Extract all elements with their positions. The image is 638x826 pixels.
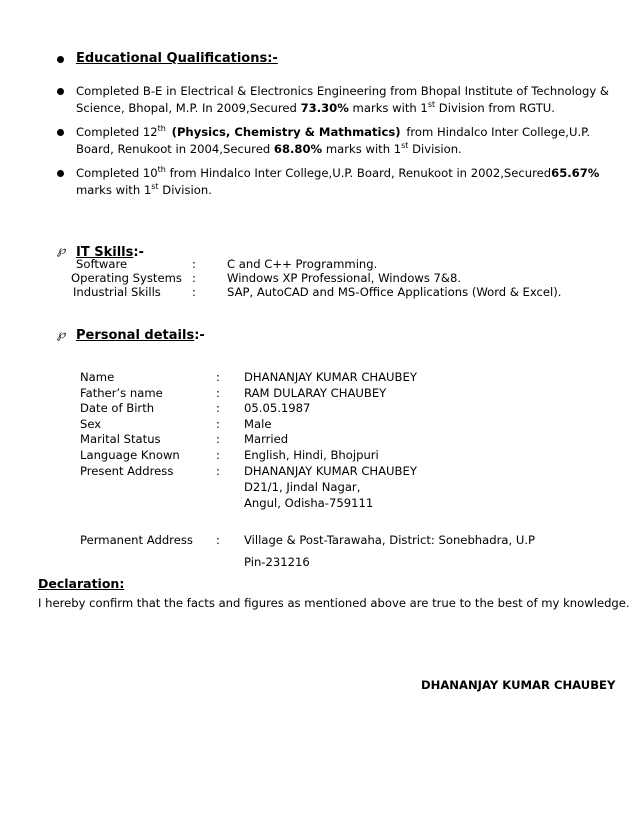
education-item-line: Board, Renukoot in 2004,Secured 68.80% marks with 1st Division.	[76, 141, 462, 156]
it-skills-heading: IT Skills:-	[76, 245, 144, 260]
personal-value: Married	[244, 432, 289, 447]
personal-value: Village & Post-Tarawaha, District: Sonebhadra, U.P	[244, 533, 536, 547]
personal-sep: :	[216, 416, 220, 431]
education-item	[76, 165, 600, 199]
personal-sep: :	[216, 401, 220, 416]
it-skill-value: SAP, AutoCAD and MS-Office Applications (Word & Excel).	[227, 285, 562, 299]
personal-sep: :	[216, 385, 220, 400]
personal-label: Language Known	[80, 448, 180, 462]
education-item-line: marks with 1st Division.	[76, 182, 212, 197]
signature: DHANANJAY KUMAR CHAUBEY	[421, 678, 616, 692]
personal-sep: :	[216, 533, 220, 547]
personal-sep: :	[216, 448, 220, 462]
personal-value: Male	[244, 416, 272, 431]
education-item	[76, 83, 609, 117]
personal-heading: Personal details:-	[76, 328, 205, 343]
personal-sep: :	[216, 370, 220, 384]
script-p-icon: ℘	[57, 243, 66, 257]
personal-label: Father’s name	[80, 385, 163, 400]
education-item	[76, 124, 590, 158]
personal-label: Present Address	[80, 463, 174, 478]
it-skill-value: C and C++ Programming.	[227, 257, 378, 271]
personal-label: Name	[80, 370, 115, 384]
education-item-line: Completed 10th from Hindalco Inter College,U.P. Board, Renukoot in 2002,Secured 65.67%	[76, 165, 600, 180]
it-skill-label: Software	[76, 257, 128, 271]
it-skill-label: Operating Systems	[71, 271, 182, 285]
personal-value: DHANANJAY KUMAR CHAUBEY	[244, 463, 417, 478]
it-skill-label: Industrial Skills	[73, 285, 161, 299]
personal-value: English, Hindi, Bhojpuri	[244, 448, 379, 462]
declaration-text: I hereby confirm that the facts and figures as mentioned above are true to the best of my knowledge.	[38, 596, 630, 610]
personal-value: RAM DULARAY CHAUBEY	[244, 385, 387, 400]
education-item-line: Completed 12th (Physics, Chemistry & Mathmatics) from Hindalco Inter College,U.P.	[76, 124, 590, 139]
address-line: D21/1, Jindal Nagar,	[244, 480, 361, 494]
bullet-dot-icon	[57, 56, 64, 63]
personal-value: DHANANJAY KUMAR CHAUBEY	[244, 370, 417, 384]
personal-sep: :	[216, 463, 220, 478]
personal-sep: :	[216, 432, 220, 447]
it-skill-sep: :	[192, 271, 196, 285]
address-line: Angul, Odisha-759111	[244, 496, 374, 510]
personal-label: Permanent Address	[80, 533, 193, 547]
bullet-dot-icon	[57, 170, 64, 177]
personal-value: 05.05.1987	[244, 401, 311, 416]
bullet-dot-icon	[57, 129, 64, 136]
declaration-heading: Declaration:	[38, 576, 125, 591]
education-item-line: Completed B-E in Electrical & Electronics Engineering from Bhopal Institute of Technology &	[76, 84, 609, 98]
personal-label: Sex	[80, 416, 102, 431]
pin-code: Pin-231216	[244, 555, 310, 569]
it-skill-sep: :	[192, 285, 196, 299]
personal-label: Marital Status	[80, 432, 161, 447]
personal-label: Date of Birth	[80, 401, 155, 416]
it-skill-value: Windows XP Professional, Windows 7&8.	[227, 271, 462, 285]
it-skill-sep: :	[192, 257, 196, 271]
it-skill-row	[76, 257, 127, 271]
education-item-line: Science, Bhopal, M.P. In 2009,Secured 73.30% marks with 1st Division from RGTU.	[76, 100, 555, 115]
education-heading: Educational Qualifications:-	[76, 51, 278, 66]
bullet-dot-icon	[57, 88, 64, 95]
script-p-icon: ℘	[57, 327, 66, 341]
